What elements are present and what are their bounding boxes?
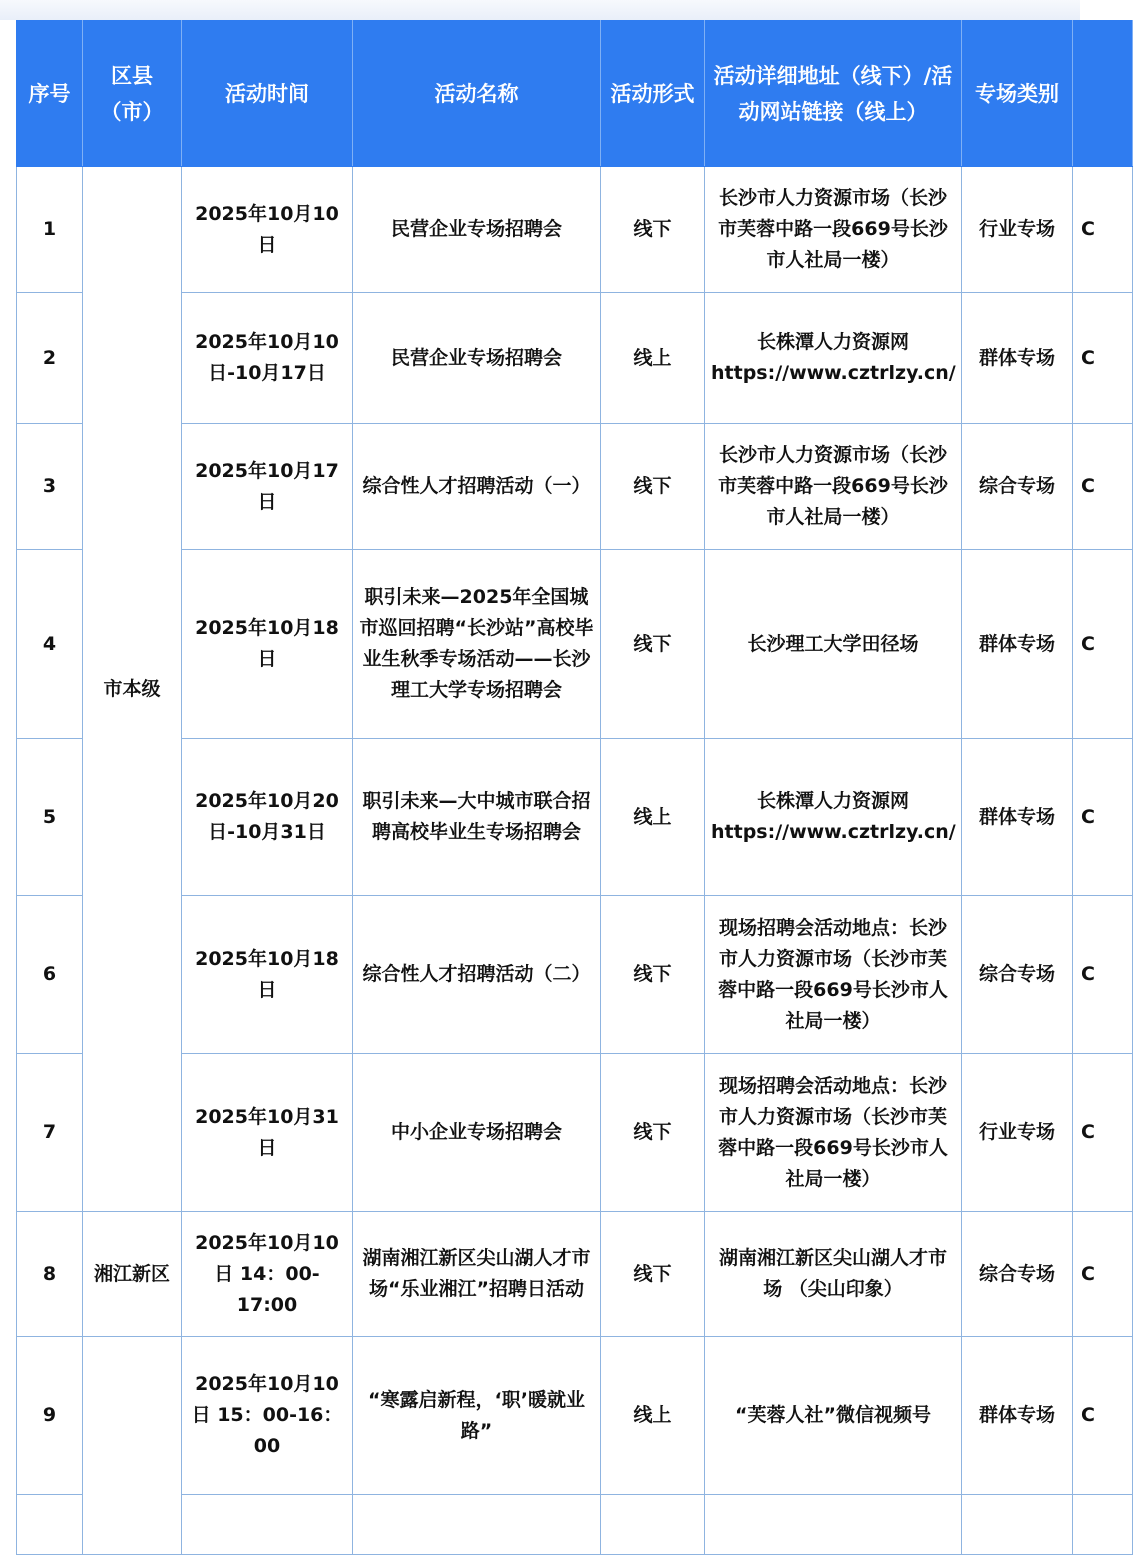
- row-form: 线下: [601, 896, 705, 1054]
- header-name: 活动名称: [353, 21, 601, 167]
- header-address: 活动详细地址（线下）/活动网站链接（线上）: [705, 21, 962, 167]
- row-index: 1: [17, 167, 83, 293]
- recruitment-activity-table: [16, 20, 1133, 1555]
- empty-cell: [705, 1495, 962, 1555]
- row-form: 线下: [601, 167, 705, 293]
- row-name: 民营企业专场招聘会: [353, 293, 601, 424]
- district-cell-empty: [83, 1337, 182, 1555]
- table-row-partial: [17, 1495, 1133, 1555]
- row-cut-cell: C: [1073, 167, 1133, 293]
- row-form: 线下: [601, 1054, 705, 1212]
- empty-cell: [17, 1495, 83, 1555]
- table-row: [17, 1337, 1133, 1495]
- row-name: 综合性人才招聘活动（二）: [353, 896, 601, 1054]
- row-time: 2025年10月17日: [182, 424, 353, 550]
- header-index: 序号: [17, 21, 83, 167]
- row-address: “芙蓉人社”微信视频号: [705, 1337, 962, 1495]
- row-category: 群体专场: [962, 1337, 1073, 1495]
- row-cut-cell: C: [1073, 1337, 1133, 1495]
- row-form: 线上: [601, 1337, 705, 1495]
- row-index: 2: [17, 293, 83, 424]
- row-address: 长沙市人力资源市场（长沙市芙蓉中路一段669号长沙市人社局一楼）: [705, 167, 962, 293]
- row-name: “寒露启新程，‘职’暖就业路”: [353, 1337, 601, 1495]
- row-name: 中小企业专场招聘会: [353, 1054, 601, 1212]
- empty-cell: [962, 1495, 1073, 1555]
- row-category: 综合专场: [962, 424, 1073, 550]
- row-index: 8: [17, 1212, 83, 1337]
- row-name: 职引未来—大中城市联合招聘高校毕业生专场招聘会: [353, 739, 601, 896]
- row-address: 长沙理工大学田径场: [705, 550, 962, 739]
- row-address: 长株潭人力资源网 https://www.cztrlzy.cn/: [705, 739, 962, 896]
- table-row: [17, 739, 1133, 896]
- empty-cell: [1073, 1495, 1133, 1555]
- row-index: 5: [17, 739, 83, 896]
- district-cell: 湘江新区: [83, 1212, 182, 1337]
- row-cut-cell: C: [1073, 293, 1133, 424]
- empty-cell: [182, 1495, 353, 1555]
- row-cut-cell: C: [1073, 896, 1133, 1054]
- row-form: 线上: [601, 293, 705, 424]
- row-address: 现场招聘会活动地点：长沙市人力资源市场（长沙市芙蓉中路一段669号长沙市人社局一楼）: [705, 896, 962, 1054]
- table-header-row: [17, 21, 1133, 167]
- row-index: 4: [17, 550, 83, 739]
- header-form: 活动形式: [601, 21, 705, 167]
- row-category: 行业专场: [962, 167, 1073, 293]
- row-name: 职引未来—2025年全国城市巡回招聘“长沙站”高校毕业生秋季专场活动——长沙理工大学专场招聘会: [353, 550, 601, 739]
- row-index: 9: [17, 1337, 83, 1495]
- row-category: 行业专场: [962, 1054, 1073, 1212]
- header-time: 活动时间: [182, 21, 353, 167]
- row-name: 综合性人才招聘活动（一）: [353, 424, 601, 550]
- district-cell: 市本级: [83, 167, 182, 1212]
- row-index: 7: [17, 1054, 83, 1212]
- row-index: 6: [17, 896, 83, 1054]
- row-time: 2025年10月18日: [182, 550, 353, 739]
- row-cut-cell: C: [1073, 424, 1133, 550]
- row-time: 2025年10月20日-10月31日: [182, 739, 353, 896]
- header-district: 区县（市）: [83, 21, 182, 167]
- row-form: 线下: [601, 550, 705, 739]
- row-time: 2025年10月31日: [182, 1054, 353, 1212]
- table-row: [17, 1054, 1133, 1212]
- row-time: 2025年10月18日: [182, 896, 353, 1054]
- empty-cell: [353, 1495, 601, 1555]
- row-category: 综合专场: [962, 896, 1073, 1054]
- empty-cell: [601, 1495, 705, 1555]
- row-form: 线下: [601, 424, 705, 550]
- row-address: 湖南湘江新区尖山湖人才市场 （尖山印象）: [705, 1212, 962, 1337]
- row-cut-cell: C: [1073, 1054, 1133, 1212]
- row-index: 3: [17, 424, 83, 550]
- row-address: 长株潭人力资源网 https://www.cztrlzy.cn/: [705, 293, 962, 424]
- row-address: 现场招聘会活动地点：长沙市人力资源市场（长沙市芙蓉中路一段669号长沙市人社局一楼）: [705, 1054, 962, 1212]
- table-row: [17, 293, 1133, 424]
- row-cut-cell: C: [1073, 739, 1133, 896]
- row-time: 2025年10月10日 15：00-16：00: [182, 1337, 353, 1495]
- table-row: [17, 167, 1133, 293]
- table-row: [17, 550, 1133, 739]
- table-row: [17, 424, 1133, 550]
- header-cut-column: [1073, 21, 1133, 167]
- row-name: 民营企业专场招聘会: [353, 167, 601, 293]
- row-cut-cell: C: [1073, 1212, 1133, 1337]
- header-category: 专场类别: [962, 21, 1073, 167]
- row-time: 2025年10月10日 14：00-17:00: [182, 1212, 353, 1337]
- top-background-strip: [0, 0, 1080, 20]
- row-time: 2025年10月10日: [182, 167, 353, 293]
- table-row: [17, 896, 1133, 1054]
- row-category: 群体专场: [962, 550, 1073, 739]
- row-category: 群体专场: [962, 739, 1073, 896]
- row-form: 线上: [601, 739, 705, 896]
- row-name: 湖南湘江新区尖山湖人才市场“乐业湘江”招聘日活动: [353, 1212, 601, 1337]
- table-row: [17, 1212, 1133, 1337]
- row-category: 群体专场: [962, 293, 1073, 424]
- row-address: 长沙市人力资源市场（长沙市芙蓉中路一段669号长沙市人社局一楼）: [705, 424, 962, 550]
- row-cut-cell: C: [1073, 550, 1133, 739]
- row-time: 2025年10月10日-10月17日: [182, 293, 353, 424]
- row-category: 综合专场: [962, 1212, 1073, 1337]
- row-form: 线下: [601, 1212, 705, 1337]
